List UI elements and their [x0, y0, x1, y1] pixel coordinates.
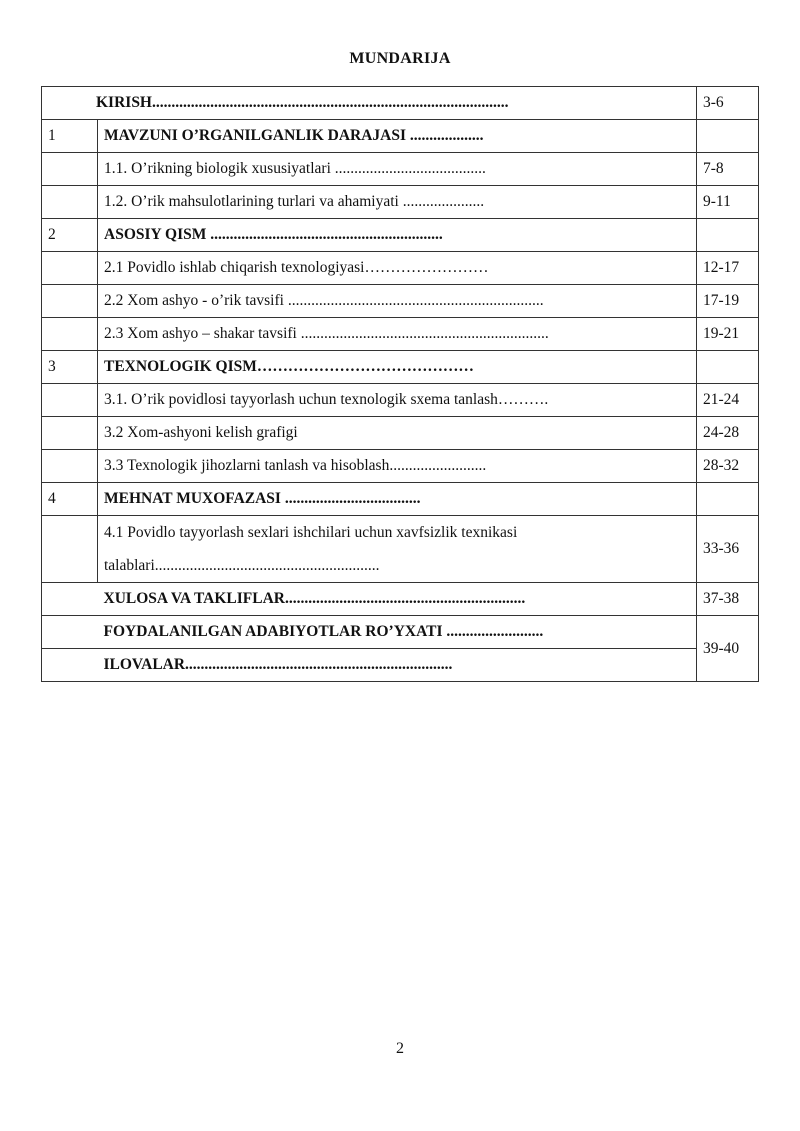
toc-entry-title-line: talablari..........................................................	[104, 557, 380, 574]
toc-row	[42, 417, 759, 450]
toc-entry-pages: 3-6	[697, 87, 759, 120]
toc-entry-pages: 28-32	[697, 450, 759, 483]
toc-entry-pages: 21-24	[697, 384, 759, 417]
toc-row-adabiyotlar	[42, 616, 759, 649]
toc-entry-pages: 37-38	[697, 583, 759, 616]
toc-entry-title: 3.2 Xom-ashyoni kelish grafigi	[98, 417, 697, 450]
toc-section-number: 1	[42, 120, 98, 153]
toc-entry-pages: 19-21	[697, 318, 759, 351]
toc-entry-title	[98, 516, 697, 583]
toc-entry-title: FOYDALANILGAN ADABIYOTLAR RO’YXATI .........................	[98, 616, 697, 649]
toc-row-section-4	[42, 483, 759, 516]
toc-row-section-2	[42, 219, 759, 252]
toc-row	[42, 186, 759, 219]
toc-row	[42, 384, 759, 417]
toc-section-number	[42, 384, 98, 417]
toc-entry-title: 2.3 Xom ashyo – shakar tavsifi ................................................................	[98, 318, 697, 351]
toc-row-kirish	[42, 87, 759, 120]
toc-row	[42, 153, 759, 186]
toc-section-number	[42, 649, 98, 682]
document-title: MUNDARIJA	[349, 50, 451, 67]
toc-section-number	[42, 186, 98, 219]
toc-section-number	[42, 450, 98, 483]
toc-section-number: 4	[42, 483, 98, 516]
toc-entry-pages	[697, 219, 759, 252]
table-of-contents	[41, 86, 759, 682]
toc-row	[42, 285, 759, 318]
toc-row	[42, 318, 759, 351]
toc-entry-pages: 39-40	[697, 616, 759, 682]
toc-entry-pages	[697, 120, 759, 153]
toc-section-number	[42, 616, 98, 649]
toc-entry-title: 1.1. O’rikning biologik xususiyatlari .......................................	[98, 153, 697, 186]
toc-entry-pages: 33-36	[697, 516, 759, 583]
toc-entry-pages: 12-17	[697, 252, 759, 285]
toc-section-number	[42, 252, 98, 285]
toc-entry-title: MAVZUNI O’RGANILGANLIK DARAJASI ...................	[98, 120, 697, 153]
toc-section-number	[42, 285, 98, 318]
toc-section-number: 3	[42, 351, 98, 384]
toc-entry-title: 2.2 Xom ashyo - o’rik tavsifi ..................................................................	[98, 285, 697, 318]
toc-entry-title: 1.2. O’rik mahsulotlarining turlari va ahamiyati .....................	[98, 186, 697, 219]
toc-section-number	[42, 318, 98, 351]
toc-row-ilovalar	[42, 649, 759, 682]
toc-entry-title: MEHNAT MUXOFAZASI ...................................	[98, 483, 697, 516]
toc-entry-title: ASOSIY QISM ............................................................	[98, 219, 697, 252]
toc-entry-pages: 24-28	[697, 417, 759, 450]
toc-row	[42, 450, 759, 483]
toc-entry-title: XULOSA VA TAKLIFLAR..............................................................	[98, 583, 697, 616]
toc-row-section-3	[42, 351, 759, 384]
toc-row	[42, 252, 759, 285]
toc-section-number	[42, 417, 98, 450]
toc-entry-title: 3.3 Texnologik jihozlarni tanlash va hisoblash.........................	[98, 450, 697, 483]
toc-entry-title: 3.1. O’rik povidlosi tayyorlash uchun texnologik sxema tanlash……….	[98, 384, 697, 417]
toc-entry-title: ILOVALAR.....................................................................	[98, 649, 697, 682]
toc-entry-pages	[697, 483, 759, 516]
toc-entry-pages	[697, 351, 759, 384]
page-number: 2	[396, 1040, 404, 1057]
toc-section-number: 2	[42, 219, 98, 252]
toc-entry-title: KIRISH............................................................................................	[42, 87, 697, 120]
toc-entry-pages: 7-8	[697, 153, 759, 186]
toc-entry-pages: 9-11	[697, 186, 759, 219]
toc-row-xulosa	[42, 583, 759, 616]
toc-entry-title-line: 4.1 Povidlo tayyorlash sexlari ishchilari uchun xavfsizlik texnikasi	[104, 524, 518, 541]
toc-entry-title: TEXNOLOGIK QISM……………………………………	[98, 351, 697, 384]
toc-entry-title: 2.1 Povidlo ishlab chiqarish texnologiyasi……………………	[98, 252, 697, 285]
toc-entry-pages: 17-19	[697, 285, 759, 318]
toc-section-number	[42, 583, 98, 616]
toc-row-section-1	[42, 120, 759, 153]
toc-section-number	[42, 516, 98, 583]
toc-section-number	[42, 153, 98, 186]
toc-row	[42, 516, 759, 583]
